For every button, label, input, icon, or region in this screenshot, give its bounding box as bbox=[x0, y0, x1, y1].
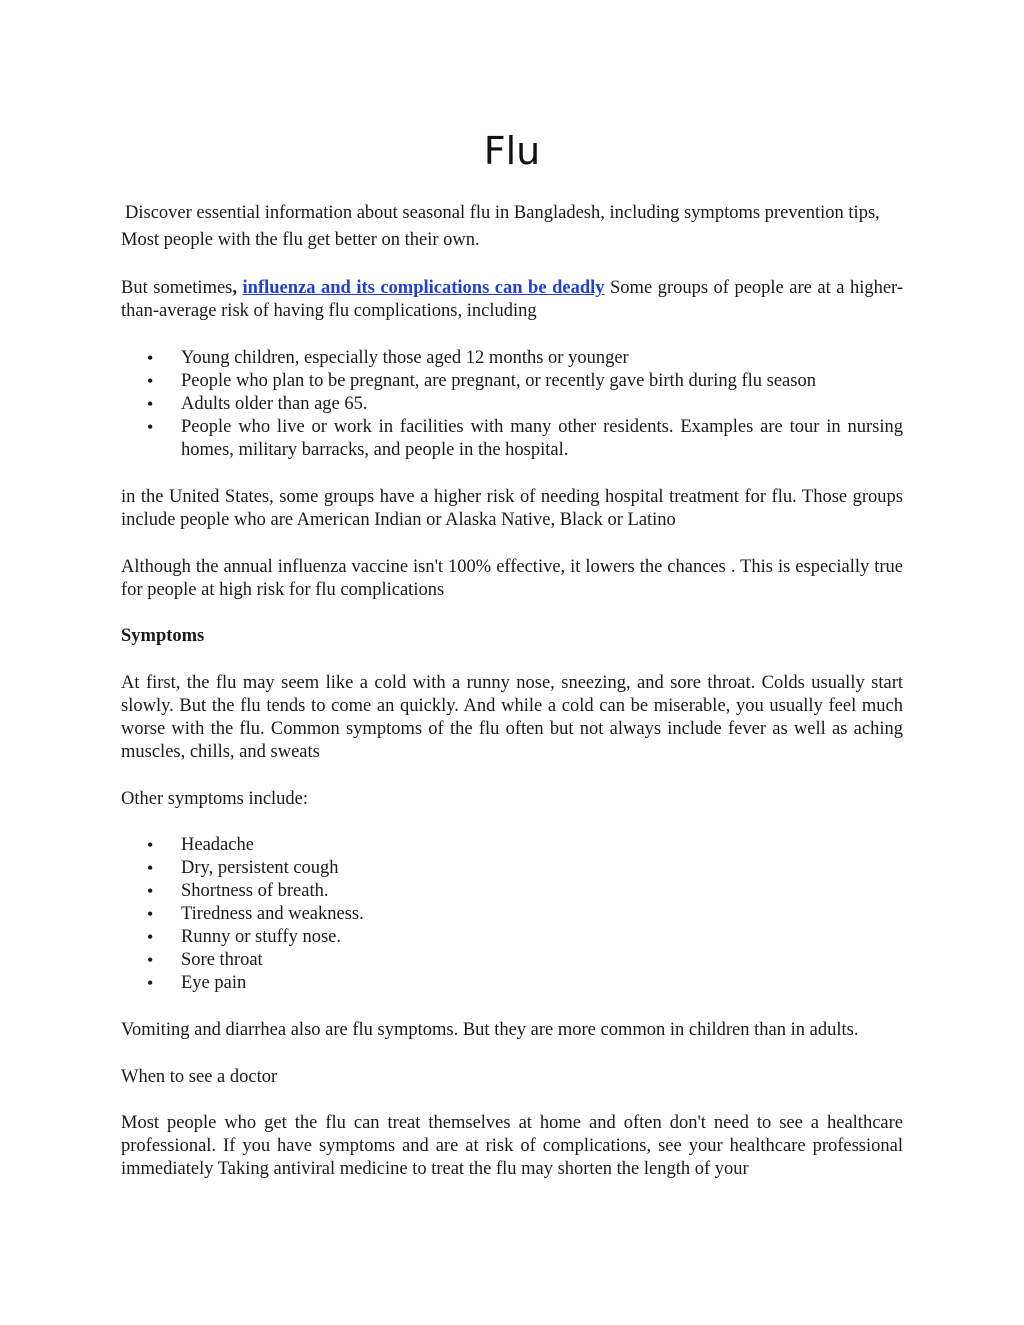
bullet-icon: • bbox=[147, 371, 154, 391]
list-item bbox=[121, 370, 903, 393]
bullet-icon: • bbox=[147, 881, 154, 901]
list-item-text: Dry, persistent cough bbox=[181, 858, 339, 878]
other-symptoms-intro: Other symptoms include: bbox=[121, 789, 309, 809]
list-item-text: People who plan to be pregnant, are pregnant, or recently gave birth during flu season bbox=[181, 371, 816, 391]
risk-groups-list bbox=[121, 347, 903, 462]
complications-paragraph bbox=[121, 277, 903, 323]
list-item bbox=[121, 347, 903, 370]
when-to-see-doctor: When to see a doctor bbox=[121, 1067, 278, 1087]
list-item bbox=[121, 926, 903, 949]
vomiting-paragraph: Vomiting and diarrhea also are flu symptoms. But they are more common in children than in adults. bbox=[121, 1020, 859, 1040]
list-item bbox=[121, 857, 903, 880]
list-item-text: Adults older than age 65. bbox=[181, 394, 368, 414]
list-item bbox=[121, 834, 903, 857]
bullet-icon: • bbox=[147, 394, 154, 414]
bullet-icon: • bbox=[147, 858, 154, 878]
other-symptoms-list bbox=[121, 834, 903, 995]
list-item-text: People who live or work in facilities with many other residents. Examples are tour in nursing homes, military barracks, and people in the hospital. bbox=[181, 417, 903, 460]
list-item bbox=[121, 393, 903, 416]
bullet-icon: • bbox=[147, 904, 154, 924]
complications-link[interactable]: influenza and its complications can be deadly bbox=[242, 278, 605, 298]
list-item-text: Eye pain bbox=[181, 973, 247, 993]
symptoms-paragraph: At first, the flu may seem like a cold with a runny nose, sneezing, and sore throat. Colds usually start slowly. But the flu tends to come an quickly. And while a cold can be miserable, you usually feel much worse with the flu. Common symptoms of the flu often but not always include fever as well as aching muscles, chills, and sweats bbox=[121, 673, 903, 762]
treatment-paragraph: Most people who get the flu can treat themselves at home and often don't need to see a healthcare professional. If you have symptoms and are at risk of complications, see your healthcare professional immediately Taking antiviral medicine to treat the flu may shorten the length of your bbox=[121, 1113, 903, 1179]
vaccine-paragraph: Although the annual influenza vaccine isn't 100% effective, it lowers the chances . This is especially true for people at high risk for flu complications bbox=[121, 557, 903, 600]
page-title: Flu bbox=[483, 129, 541, 173]
bullet-icon: • bbox=[147, 927, 154, 947]
bullet-icon: • bbox=[147, 417, 154, 437]
list-item bbox=[121, 972, 903, 995]
bullet-icon: • bbox=[147, 950, 154, 970]
complications-lead: But sometimes bbox=[121, 278, 233, 298]
list-item bbox=[121, 949, 903, 972]
list-item-text: Headache bbox=[181, 835, 254, 855]
list-item-text: Tiredness and weakness. bbox=[181, 904, 364, 924]
bullet-icon: • bbox=[147, 835, 154, 855]
list-item bbox=[121, 416, 903, 462]
complications-comma: , bbox=[232, 278, 237, 298]
list-item-text: Shortness of breath. bbox=[181, 881, 329, 901]
list-item bbox=[121, 880, 903, 903]
intro-paragraph bbox=[121, 200, 903, 254]
list-item-text: Runny or stuffy nose. bbox=[181, 927, 341, 947]
complications-rest: Some groups of people are at a higher-than-average risk of having flu complications, including bbox=[121, 278, 903, 321]
symptoms-heading: Symptoms bbox=[121, 626, 205, 646]
us-risk-paragraph: in the United States, some groups have a higher risk of needing hospital treatment for flu. Those groups include people who are American Indian or Alaska Native, Black or Latino bbox=[121, 487, 903, 530]
list-item bbox=[121, 903, 903, 926]
list-item-text: Young children, especially those aged 12 months or younger bbox=[181, 348, 629, 368]
intro-text: Discover essential information about seasonal flu in Bangladesh, including symptoms prevention tips, Most people with the flu get better on their own. bbox=[121, 203, 880, 250]
bullet-icon: • bbox=[147, 348, 154, 368]
list-item-text: Sore throat bbox=[181, 950, 263, 970]
bullet-icon: • bbox=[147, 973, 154, 993]
